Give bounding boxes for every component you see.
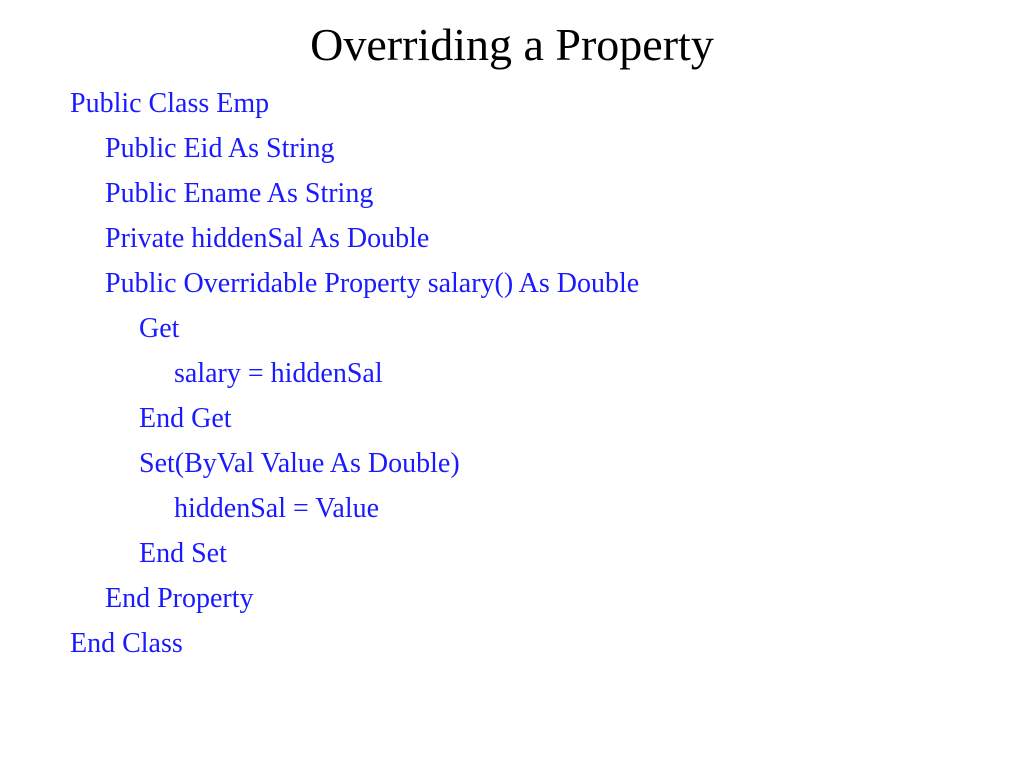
code-line: Public Class Emp (70, 88, 270, 119)
code-line: salary = hiddenSal (174, 358, 383, 389)
code-block (70, 81, 639, 666)
code-line: Set(ByVal Value As Double) (139, 448, 460, 479)
code-line: Private hiddenSal As Double (105, 223, 430, 254)
code-line: Public Overridable Property salary() As Double (105, 268, 640, 299)
code-line: Get (139, 313, 180, 344)
code-line: End Class (70, 628, 183, 659)
slide-title: Overriding a Property (310, 19, 714, 70)
code-line: End Get (139, 403, 232, 434)
code-line: Public Eid As String (105, 133, 335, 164)
code-line: Public Ename As String (105, 178, 374, 209)
code-line: End Set (139, 538, 227, 569)
code-line: End Property (105, 583, 254, 614)
code-line: hiddenSal = Value (174, 493, 380, 524)
